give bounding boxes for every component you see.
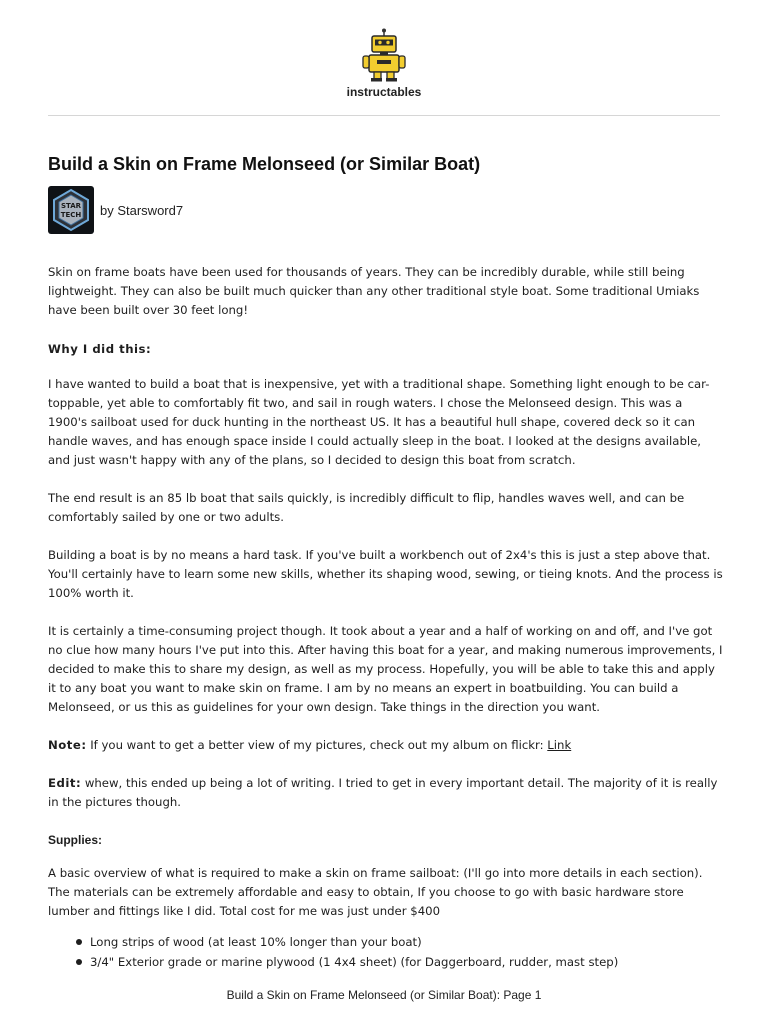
result-paragraph: The end result is an 85 lb boat that sails quickly, is incredibly difficult to flip, handles waves well, and can be comfortably sailed by one or two adults.	[48, 491, 685, 524]
time-paragraph: It is certainly a time-consuming project though. It took about a year and a half of working on and off, and I've got no clue how many hours I've put into this. After having this boat for a year, and making numerous improvements, I decided to make this to share my design, as well as my process. Hopefully, you will be able to take this and apply it to any boat you want to make skin on frame. I am by no means an expert in boatbuilding. You can build a Melonseed, or us this as guidelines for your own design. Take things in the direction you want.	[48, 624, 723, 714]
avatar-text-tech: TECH	[60, 211, 82, 219]
list-item: Long strips of wood (at least 10% longer than your boat)	[90, 932, 724, 952]
edit-paragraph	[48, 774, 724, 812]
note-label: Note:	[48, 738, 87, 752]
flickr-link[interactable]: Link	[547, 738, 572, 752]
avatar-text-star: STAR	[60, 202, 82, 210]
note-text: If you want to get a better view of my pictures, check out my album on flickr:	[90, 738, 544, 752]
why-paragraph: I have wanted to build a boat that is inexpensive, yet with a traditional shape. Something light enough to be car-toppable, yet able to comfortably fit two, and sail in rough waters. I chose the Melonseed design. This was a 1900's sailboat used for duck hunting in the northeast US. It has a beautiful hull shape, covered deck so it can handle waves, and has enough space inside I could actually sleep in the boat. I looked at the designs available, and just wasn't happy with any of the plans, so I decided to design this boat from scratch.	[48, 377, 710, 467]
page-footer: Build a Skin on Frame Melonseed (or Similar Boat): Page 1	[226, 988, 542, 1002]
edit-label: Edit:	[48, 776, 82, 790]
building-paragraph: Building a boat is by no means a hard task. If you've built a workbench out of 2x4's this is just a step above that. You'll certainly have to learn some new skills, whether its shaping wood, sewing, or tieing knots. And the process is 100% worth it.	[48, 548, 723, 600]
supplies-heading: Supplies:	[48, 833, 103, 847]
edit-text: whew, this ended up being a lot of writing. I tried to get in every important detail. The majority of it is really in the pictures though.	[48, 776, 718, 809]
site-header	[0, 28, 768, 99]
note-paragraph	[48, 736, 724, 755]
header-divider	[48, 115, 720, 116]
intro-paragraph: Skin on frame boats have been used for thousands of years. They can be incredibly durable, while still being lightweight. They can also be built much quicker than any other traditional style boat. Some traditional Umiaks have been built over 30 feet long!	[48, 265, 700, 317]
site-name[interactable]: instructables	[346, 85, 422, 99]
instructables-robot-logo[interactable]	[360, 28, 408, 82]
list-item: 3/4" Exterior grade or marine plywood (1 4x4 sheet) (for Daggerboard, rudder, mast step)	[90, 952, 724, 972]
article-body	[48, 263, 724, 972]
article-title: Build a Skin on Frame Melonseed (or Similar Boat)	[48, 154, 481, 174]
author-byline[interactable]: by Starsword7	[100, 203, 184, 218]
author-avatar[interactable]	[48, 186, 94, 234]
supplies-list	[48, 932, 724, 972]
supplies-intro: A basic overview of what is required to make a skin on frame sailboat: (I'll go into more details in each section). The materials can be extremely affordable and easy to obtain, If you choose to go with basic hardware store lumber and fittings like I did. Total cost for me was just under $400	[48, 866, 703, 918]
why-heading: Why I did this:	[48, 342, 152, 356]
